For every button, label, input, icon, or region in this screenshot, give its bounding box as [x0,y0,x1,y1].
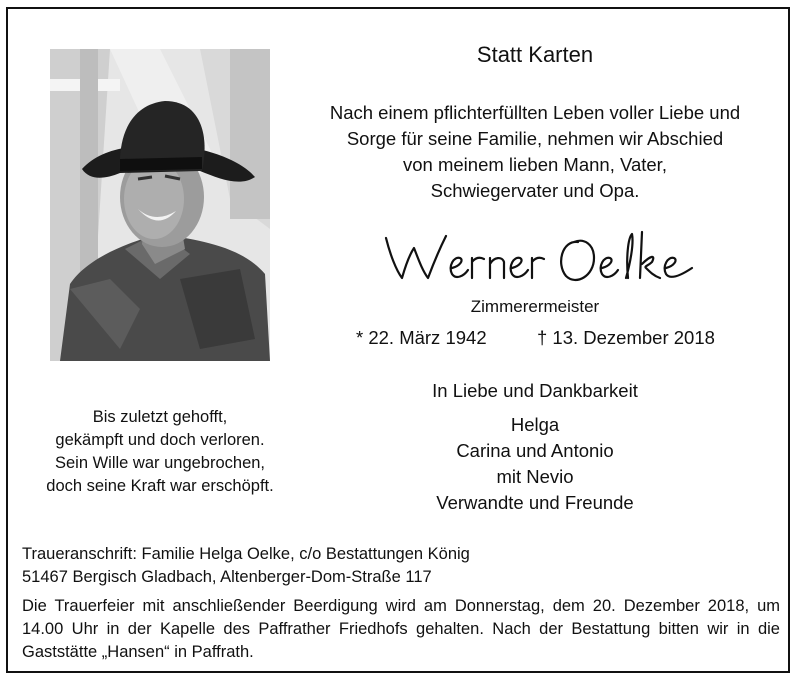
mourner-name: Verwandte und Freunde [436,492,634,513]
intro-text [300,100,770,204]
notice-heading: Statt Karten [476,42,594,67]
intro-line: Sorge für seine Familie, nehmen wir Abschied [346,128,724,149]
ceremony-details: Die Trauerfeier mit anschließender Beerdigung wird am Donnerstag, dem 20. Dezember 2018, um 14.00 Uhr in der Kapelle des Paffrather Friedhofs gehalten. Nach der Bestattung bitten wir in die Gaststätte „Hansen“ in Paffrath. [22,597,780,661]
portrait-photo [50,49,270,361]
poem-line: doch seine Kraft war erschöpft. [46,477,274,495]
intro-line: von meinem lieben Mann, Vater, [403,154,667,175]
thanks-line: In Liebe und Dankbarkeit [432,380,638,401]
mourners-list [390,412,680,516]
mourner-name: Helga [510,414,560,435]
mourner-name: mit Nevio [496,466,574,487]
condolence-address [22,543,470,589]
poem-line: Bis zuletzt gehofft, [92,408,228,426]
address-line: 51467 Bergisch Gladbach, Altenberger-Dom-Straße 117 [22,568,432,586]
profession: Zimmerermeister [470,297,600,316]
intro-line: Nach einem pflichterfüllten Leben voller Liebe und [329,102,741,123]
poem-line: gekämpft und doch verloren. [55,431,265,449]
death-date: † 13. Dezember 2018 [537,327,715,348]
memorial-poem [20,406,300,498]
mourner-name: Carina und Antonio [456,440,614,461]
intro-line: Schwiegervater und Opa. [430,180,640,201]
poem-line: Sein Wille war ungebrochen, [54,454,266,472]
birth-date: * 22. März 1942 [356,327,487,348]
deceased-name-signature [380,224,700,290]
address-line: Traueranschrift: Familie Helga Oelke, c/o Bestattungen König [22,545,470,563]
